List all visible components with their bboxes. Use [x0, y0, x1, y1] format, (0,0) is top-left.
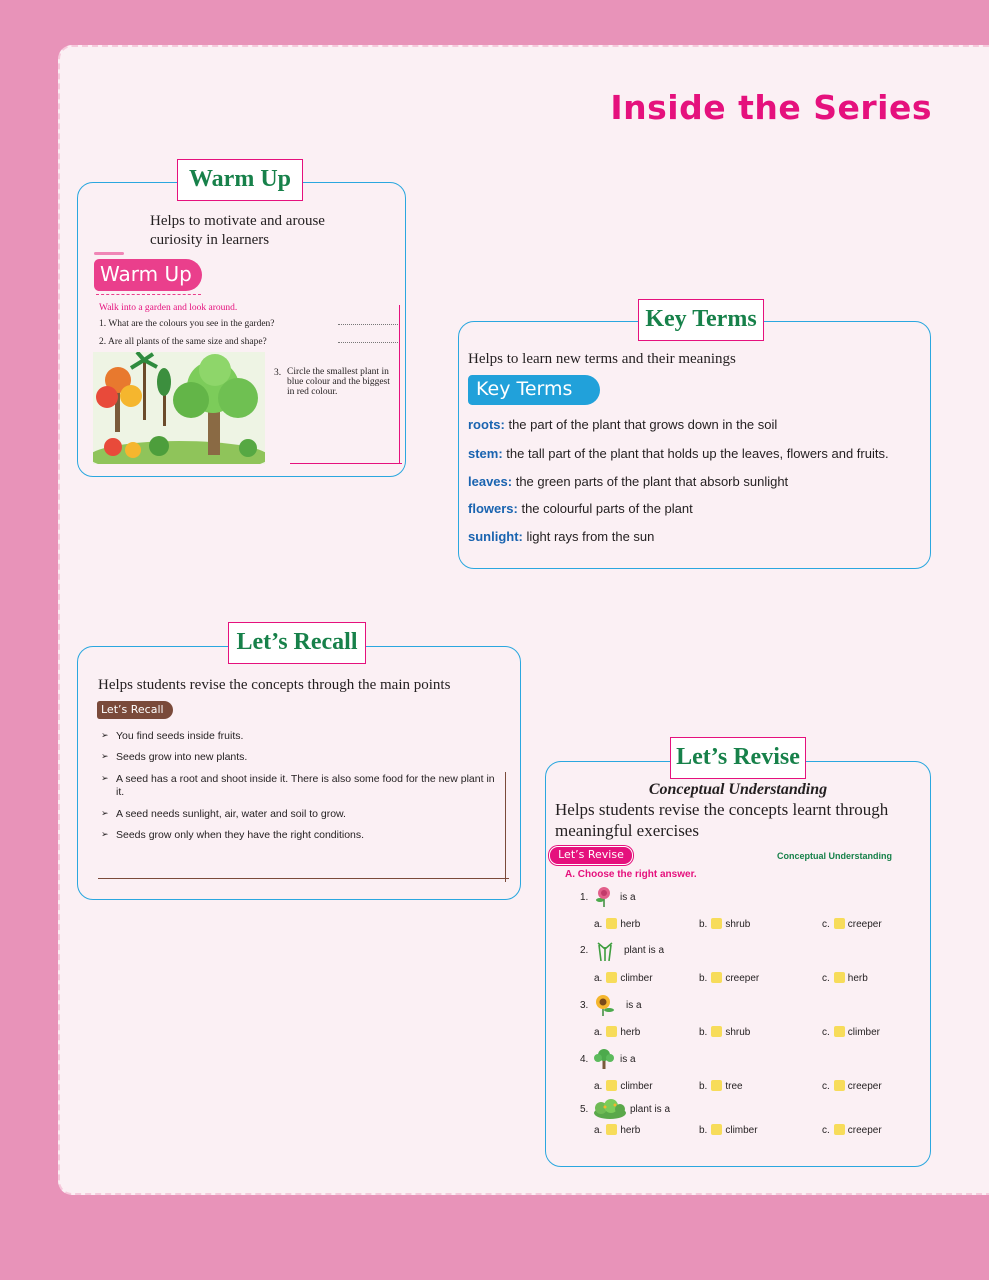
- key-term-row: [468, 474, 788, 490]
- warm-up-question: 2. Are all plants of the same size and shape?: [99, 337, 267, 347]
- answer-option[interactable]: [699, 972, 759, 985]
- option-label: b.: [699, 973, 708, 984]
- answer-option[interactable]: [822, 918, 882, 931]
- option-text: shrub: [725, 1027, 751, 1038]
- key-terms-title: Key Terms: [638, 299, 764, 341]
- rose-icon: [593, 885, 615, 907]
- option-label: b.: [699, 1081, 708, 1092]
- answer-checkbox[interactable]: [606, 1124, 617, 1135]
- recall-point: ➢ Seeds grow into new plants.: [101, 751, 501, 764]
- revise-question-text: is a: [620, 892, 636, 903]
- option-label: b.: [699, 1027, 708, 1038]
- warm-up-prompt: Walk into a garden and look around.: [99, 303, 238, 313]
- option-text: climber: [620, 1081, 653, 1092]
- answer-option[interactable]: [699, 1080, 743, 1093]
- option-text: tree: [725, 1081, 743, 1092]
- lets-recall-title: Let’s Recall: [228, 622, 366, 664]
- option-text: herb: [620, 919, 641, 930]
- warm-up-q3-text: Circle the smallest plant in blue colour and the biggest in red colour.: [287, 367, 390, 397]
- answer-checkbox[interactable]: [711, 918, 722, 929]
- option-text: climber: [847, 1027, 881, 1038]
- warm-up-title: Warm Up: [177, 159, 303, 201]
- answer-checkbox[interactable]: [834, 1124, 845, 1135]
- answer-checkbox[interactable]: [711, 1124, 722, 1135]
- revise-question-number: 2.: [580, 945, 589, 956]
- option-text: herb: [620, 1125, 641, 1136]
- margin-line: [399, 305, 400, 463]
- option-label: c.: [822, 1125, 830, 1136]
- margin-line: [505, 772, 506, 882]
- option-text: climber: [620, 973, 653, 984]
- answer-checkbox[interactable]: [711, 1080, 722, 1091]
- key-term-definition: the green parts of the plant that absorb sunlight: [512, 474, 789, 489]
- divider: [96, 294, 201, 295]
- key-term-row: [468, 446, 889, 462]
- recall-point: ➢ Seeds grow only when they have the right conditions.: [101, 829, 501, 842]
- key-terms-badge: Key Terms: [468, 375, 600, 405]
- option-text: creeper: [847, 1125, 882, 1136]
- shrub-icon: [593, 1099, 627, 1119]
- revise-question-number: 1.: [580, 892, 589, 903]
- recall-point: ➢ A seed needs sunlight, air, water and soil to grow.: [101, 808, 501, 821]
- key-term: stem:: [468, 446, 503, 461]
- decorative-dash: [94, 252, 124, 255]
- warm-up-q3-number: 3.: [274, 368, 282, 378]
- option-label: a.: [594, 1027, 603, 1038]
- answer-option[interactable]: [699, 1124, 758, 1137]
- key-term: sunlight:: [468, 529, 523, 544]
- option-label: c.: [822, 1027, 830, 1038]
- key-term-row: [468, 501, 693, 517]
- option-text: creeper: [847, 1081, 882, 1092]
- answer-option[interactable]: [822, 1026, 880, 1039]
- recall-point: ➢ You find seeds inside fruits.: [101, 730, 501, 743]
- answer-checkbox[interactable]: [606, 1026, 617, 1037]
- margin-line: [98, 878, 509, 879]
- recall-point: ➢ A seed has a root and shoot inside it. There is also some food for the new plant in it.: [101, 773, 501, 799]
- answer-line: [338, 342, 398, 343]
- page-title: Inside the Series: [610, 88, 932, 127]
- answer-checkbox[interactable]: [711, 1026, 722, 1037]
- option-label: c.: [822, 973, 830, 984]
- lets-revise-subtitle: Conceptual Understanding: [648, 781, 828, 798]
- warm-up-badge: Warm Up: [94, 259, 202, 291]
- warm-up-question: 1. What are the colours you see in the garden?: [99, 319, 275, 329]
- option-text: creeper: [847, 919, 882, 930]
- revise-question-text: plant is a: [630, 1104, 671, 1115]
- option-label: c.: [822, 1081, 830, 1092]
- answer-option[interactable]: [822, 1080, 882, 1093]
- key-term: flowers:: [468, 501, 518, 516]
- answer-option[interactable]: [699, 1026, 750, 1039]
- revise-question-text: plant is a: [624, 945, 665, 956]
- key-terms-description: Helps to learn new terms and their meanings: [468, 351, 736, 367]
- revise-question-number: 3.: [580, 1000, 589, 1011]
- answer-option[interactable]: [822, 972, 868, 985]
- answer-option[interactable]: [594, 972, 653, 985]
- key-term: roots:: [468, 417, 505, 432]
- tree-icon: [593, 1047, 615, 1069]
- option-label: c.: [822, 919, 830, 930]
- lets-recall-description: Helps students revise the concepts through the main points: [98, 677, 451, 693]
- lets-recall-badge: Let’s Recall: [97, 701, 173, 719]
- conceptual-understanding-label: Conceptual Understanding: [777, 851, 893, 861]
- option-text: herb: [847, 973, 868, 984]
- answer-option[interactable]: [699, 918, 750, 931]
- option-text: herb: [620, 1027, 641, 1038]
- key-term-row: [468, 417, 777, 433]
- option-label: b.: [699, 1125, 708, 1136]
- answer-line: [338, 324, 398, 325]
- grass-plant-icon: [594, 939, 616, 961]
- answer-option[interactable]: [594, 918, 640, 931]
- option-label: a.: [594, 919, 603, 930]
- option-text: shrub: [725, 919, 751, 930]
- answer-checkbox[interactable]: [834, 918, 845, 929]
- revise-instruction: A. Choose the right answer.: [565, 869, 697, 880]
- warm-up-description: Helps to motivate and arouse curiosity in learners: [150, 213, 325, 248]
- revise-question-number: 5.: [580, 1104, 589, 1115]
- key-term: leaves:: [468, 474, 513, 489]
- option-label: a.: [594, 973, 603, 984]
- lets-revise-badge: Let’s Revise: [549, 846, 633, 865]
- revise-question-text: is a: [620, 1054, 636, 1065]
- revise-question-text: is a: [626, 1000, 642, 1011]
- answer-checkbox[interactable]: [606, 918, 617, 929]
- answer-checkbox[interactable]: [606, 972, 617, 983]
- garden-illustration: [93, 352, 265, 464]
- key-term-definition: the part of the plant that grows down in the soil: [504, 417, 778, 432]
- sunflower-icon: [593, 994, 615, 1016]
- option-label: a.: [594, 1125, 603, 1136]
- margin-line: [290, 463, 402, 464]
- answer-checkbox[interactable]: [834, 972, 845, 983]
- answer-checkbox[interactable]: [834, 1026, 845, 1037]
- answer-option[interactable]: [594, 1026, 640, 1039]
- key-term-definition: light rays from the sun: [522, 529, 655, 544]
- revise-question-number: 4.: [580, 1054, 589, 1065]
- key-term-definition: the tall part of the plant that holds up the leaves, flowers and fruits.: [502, 446, 889, 461]
- answer-checkbox[interactable]: [834, 1080, 845, 1091]
- key-term-row: [468, 529, 654, 545]
- option-label: b.: [699, 919, 708, 930]
- key-term-definition: the colourful parts of the plant: [517, 501, 693, 516]
- answer-checkbox[interactable]: [606, 1080, 617, 1091]
- option-label: a.: [594, 1081, 603, 1092]
- answer-option[interactable]: [594, 1080, 653, 1093]
- option-text: climber: [725, 1125, 758, 1136]
- option-text: creeper: [725, 973, 760, 984]
- answer-option[interactable]: [822, 1124, 882, 1137]
- answer-option[interactable]: [594, 1124, 640, 1137]
- lets-revise-title: Let’s Revise: [670, 737, 806, 779]
- lets-revise-description: Helps students revise the concepts learnt through meaningful exercises: [555, 800, 889, 840]
- answer-checkbox[interactable]: [711, 972, 722, 983]
